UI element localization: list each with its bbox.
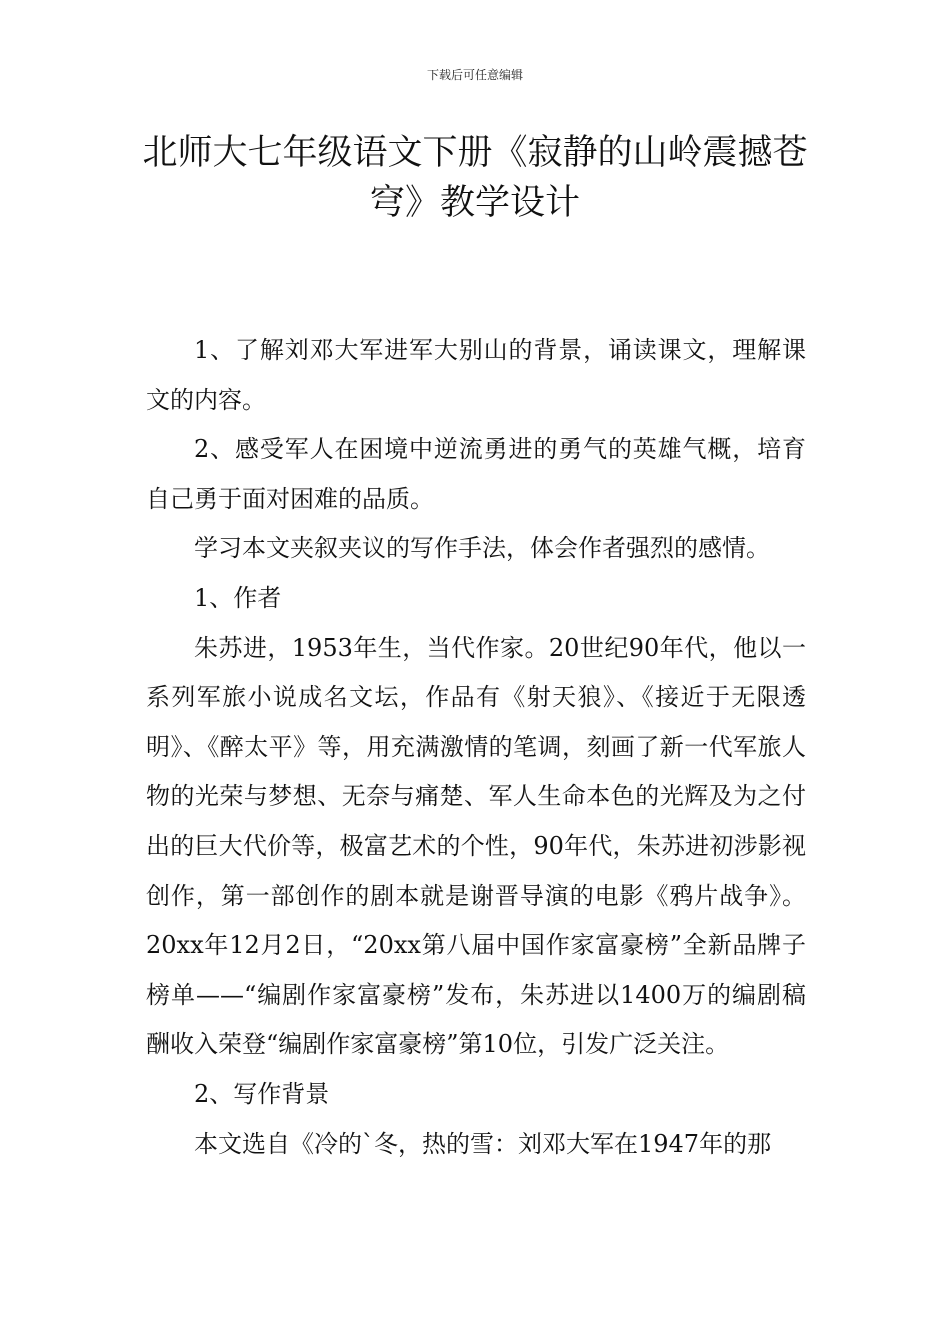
- section-heading-background: 2、写作背景: [194, 1079, 330, 1108]
- section-heading-author: 1、作者: [194, 583, 282, 612]
- document-title: 北师大七年级语文下册《寂静的山岭震撼苍穹》教学设计: [142, 133, 808, 223]
- paragraph-author-bio: 朱苏进，1953年生，当代作家。20世纪90年代，他以一系列军旅小说成名文坛，作品有《射天狼》、《接近于无限透明》、《醉太平》等，用充满激情的笔调，刻画了新一代军旅人物的光荣与梦想、无奈与痛楚、军人生命本色的光辉及为之付出的巨大代价等，极富艺术的个性，90年代，朱苏进初涉影视创作，第一部创作的剧本就是谢晋导演的电影《鸦片战争》。20xx年12月2日，“20xx第八届中国作家富豪榜”全新品牌子榜单——“编剧作家富豪榜”发布，朱苏进以1400万的编剧稿酬收入荣登“编剧作家富豪榜”第10位，引发广泛关注。: [146, 633, 806, 1059]
- paragraph-objective-3: 学习本文夹叙夹议的写作手法，体会作者强烈的感情。: [194, 534, 770, 563]
- document-body: [146, 326, 806, 1169]
- header-note: 下载后可任意编辑: [426, 68, 523, 82]
- paragraph-background: 本文选自《冷的`冬，热的雪：刘邓大军在1947年的那: [194, 1129, 772, 1158]
- paragraph-objective-1: 1、了解刘邓大军进军大别山的背景，诵读课文，理解课文的内容。: [146, 336, 806, 414]
- paragraph-objective-2: 2、感受军人在困境中逆流勇进的勇气的英雄气概，培育自己勇于面对困难的品质。: [146, 435, 806, 513]
